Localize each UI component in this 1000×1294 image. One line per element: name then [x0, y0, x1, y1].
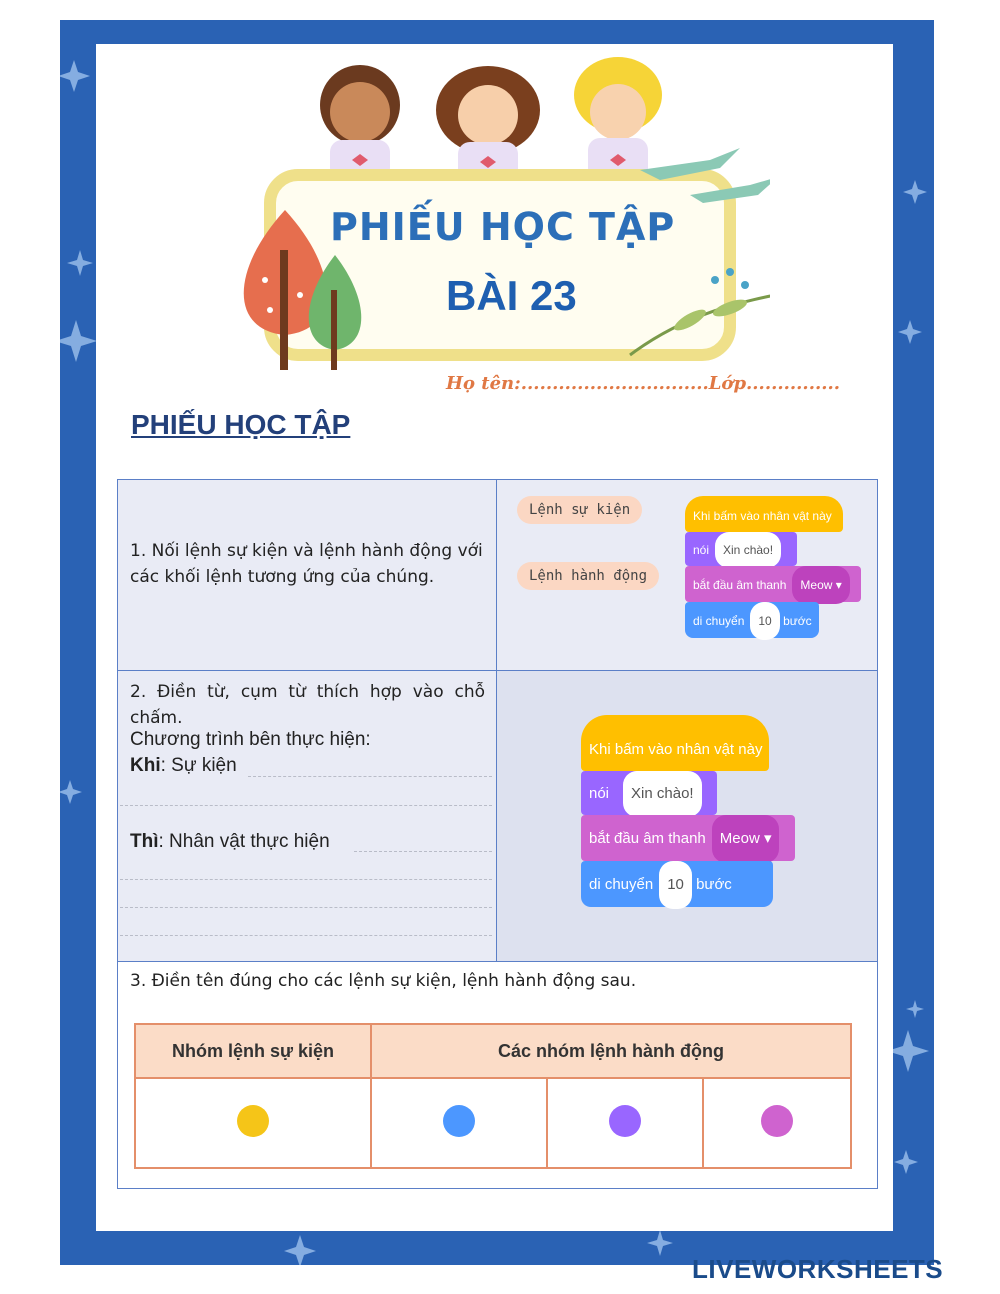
action-group-cell-1[interactable] [371, 1078, 547, 1168]
move-block[interactable] [685, 602, 819, 638]
logo-text: LIVEWORKSHEETS [692, 1254, 944, 1284]
q2-text-cell [118, 671, 497, 962]
q2-instruction: 2. Điền từ, cụm từ thích hợp vào chỗ chấm. [130, 682, 485, 728]
q2-thi-line [130, 831, 330, 853]
header-action-groups: Các nhóm lệnh hành động [371, 1024, 851, 1078]
move-value[interactable]: 10 [750, 602, 779, 640]
q1-text-cell [118, 480, 497, 671]
action-group-cell-2[interactable] [547, 1078, 703, 1168]
khi-blank-2[interactable] [120, 805, 492, 806]
event-group-cell[interactable] [135, 1078, 371, 1168]
q2-blocks-cell [497, 671, 878, 962]
kid-middle [436, 66, 540, 182]
blue-dot [443, 1105, 475, 1137]
say-value-large[interactable]: Xin chào! [623, 771, 702, 817]
khi-label: Khi [130, 755, 161, 776]
groups-header-row [135, 1024, 851, 1078]
action-group-cell-3[interactable] [703, 1078, 851, 1168]
q2-khi-line [130, 755, 237, 777]
say-label: nói [693, 543, 710, 557]
sound-dropdown-large[interactable]: Meow ▾ [712, 815, 780, 863]
thi-blank-4[interactable] [120, 935, 492, 936]
question-row-1 [118, 480, 878, 671]
khi-blank-1[interactable] [248, 776, 492, 777]
event-block-large[interactable]: Khi bấm vào nhân vật này [581, 715, 769, 771]
pill-action-command[interactable]: Lệnh hành động [517, 562, 659, 590]
khi-text: : Sự kiện [160, 755, 237, 776]
q3-text: 3. Điền tên đúng cho các lệnh sự kiện, lệnh hành động sau. [130, 971, 637, 991]
say-value[interactable]: Xin chào! [715, 532, 781, 568]
groups-dot-row [135, 1078, 851, 1168]
q2-block-stack [581, 715, 795, 907]
liveworksheets-logo [692, 1254, 943, 1285]
banner-lesson: BÀI 23 [446, 272, 577, 319]
purple-dot [609, 1105, 641, 1137]
q2-intro: Chương trình bên thực hiện: [130, 729, 371, 750]
move-label: di chuyển [693, 614, 745, 628]
thi-blank-1[interactable] [354, 851, 492, 852]
move-block-large[interactable] [581, 861, 773, 907]
q1-blocks-cell [497, 480, 878, 671]
kid-right [574, 57, 662, 180]
sound-block[interactable] [685, 566, 861, 602]
q1-text: 1. Nối lệnh sự kiện và lệnh hành động với các khối lệnh tương ứng của chúng. [130, 541, 483, 587]
name-class-line[interactable]: Họ tên:..............................Lớp............... [446, 373, 841, 394]
sound-label: bắt đầu âm thanh [693, 578, 787, 592]
event-block[interactable]: Khi bấm vào nhân vật này [685, 496, 843, 532]
page-heading: PHIẾU HỌC TẬP [131, 409, 351, 440]
banner-title: PHIẾU HỌC TẬP [330, 205, 676, 249]
yellow-dot [237, 1105, 269, 1137]
header-event-group: Nhóm lệnh sự kiện [135, 1024, 371, 1078]
thi-label: Thì [130, 831, 159, 852]
sound-label-large: bắt đầu âm thanh [589, 830, 706, 847]
magenta-dot [761, 1105, 793, 1137]
move-unit-large: bước [696, 876, 732, 893]
say-block-large[interactable] [581, 771, 717, 815]
command-groups-table [134, 1023, 852, 1169]
move-value-large[interactable]: 10 [659, 861, 692, 909]
thi-text: : Nhân vật thực hiện [158, 831, 330, 852]
sound-dropdown[interactable]: Meow ▾ [792, 566, 849, 604]
question-row-2 [118, 671, 878, 962]
sound-block-large[interactable] [581, 815, 795, 861]
move-unit: bước [783, 614, 812, 628]
thi-blank-3[interactable] [120, 907, 492, 908]
move-label-large: di chuyển [589, 876, 654, 893]
pill-event-command[interactable]: Lệnh sự kiện [517, 496, 642, 524]
q1-block-stack [685, 496, 861, 638]
thi-blank-2[interactable] [120, 879, 492, 880]
say-label-large: nói [589, 785, 610, 802]
kid-left [320, 65, 400, 180]
say-block[interactable] [685, 532, 797, 566]
